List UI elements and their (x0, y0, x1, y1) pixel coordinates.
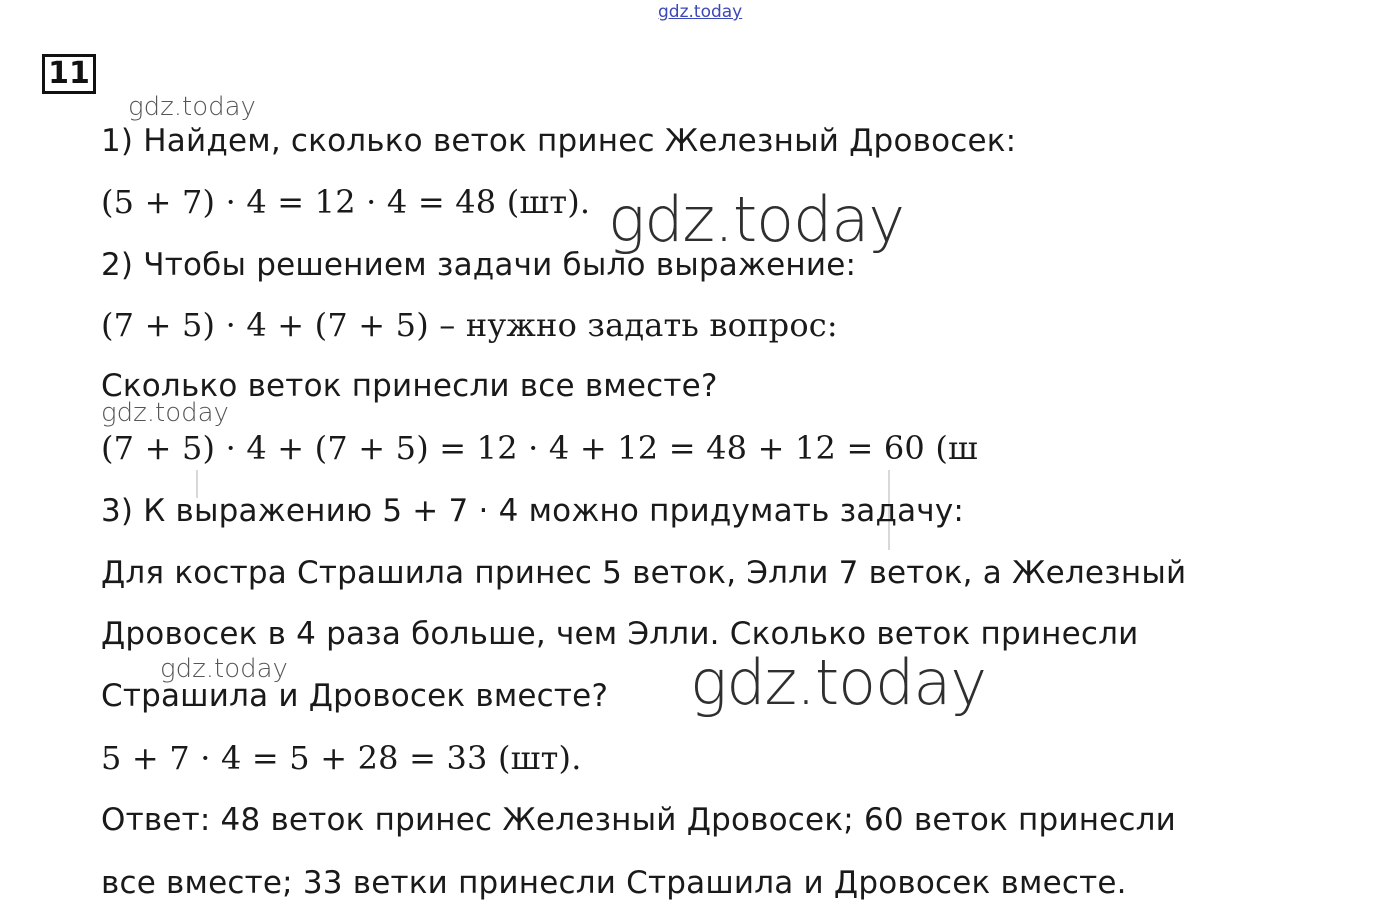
watermark-large: gdz.today (608, 183, 905, 256)
step-2-equation: (7 + 5) · 4 + (7 + 5) = 12 · 4 + 12 = 48 + 12 = 60 (ш (101, 429, 978, 467)
answer-line-1: Ответ: 48 веток принес Железный Дровосек; 60 веток принесли (101, 802, 1177, 838)
watermark-large: gdz.today (690, 646, 987, 719)
watermark-small: gdz.today (128, 92, 256, 122)
step-3-text: 3) К выражению 5 + 7 · 4 можно придумать задачу: (101, 493, 965, 529)
task-line-2: Дровосек в 4 раза больше, чем Элли. Сколько веток принесли (101, 616, 1139, 652)
watermark-link-top[interactable]: gdz.today (658, 2, 743, 22)
problem-number-box: 11 (42, 54, 96, 94)
task-line-1: Для костра Страшила принес 5 веток, Элли 7 веток, а Железный (101, 555, 1187, 591)
step-3-equation: 5 + 7 · 4 = 5 + 28 = 33 (шт). (101, 739, 582, 777)
answer-line-2: все вместе; 33 ветки принесли Страшила и Дровосек вместе. (101, 865, 1127, 901)
step-2-expression: (7 + 5) · 4 + (7 + 5) – нужно задать вопрос: (101, 306, 838, 344)
step-1-text: 1) Найдем, сколько веток принес Железный Дровосек: (101, 123, 1017, 159)
task-line-3: Страшила и Дровосек вместе? (101, 678, 609, 714)
watermark-small: gdz.today (160, 654, 288, 684)
step-2-question: Сколько веток принесли все вместе? (101, 368, 718, 404)
watermark-small: gdz.today (101, 398, 229, 428)
step-2-text: 2) Чтобы решением задачи было выражение: (101, 247, 857, 283)
step-1-equation: (5 + 7) · 4 = 12 · 4 = 48 (шт). (101, 183, 591, 221)
